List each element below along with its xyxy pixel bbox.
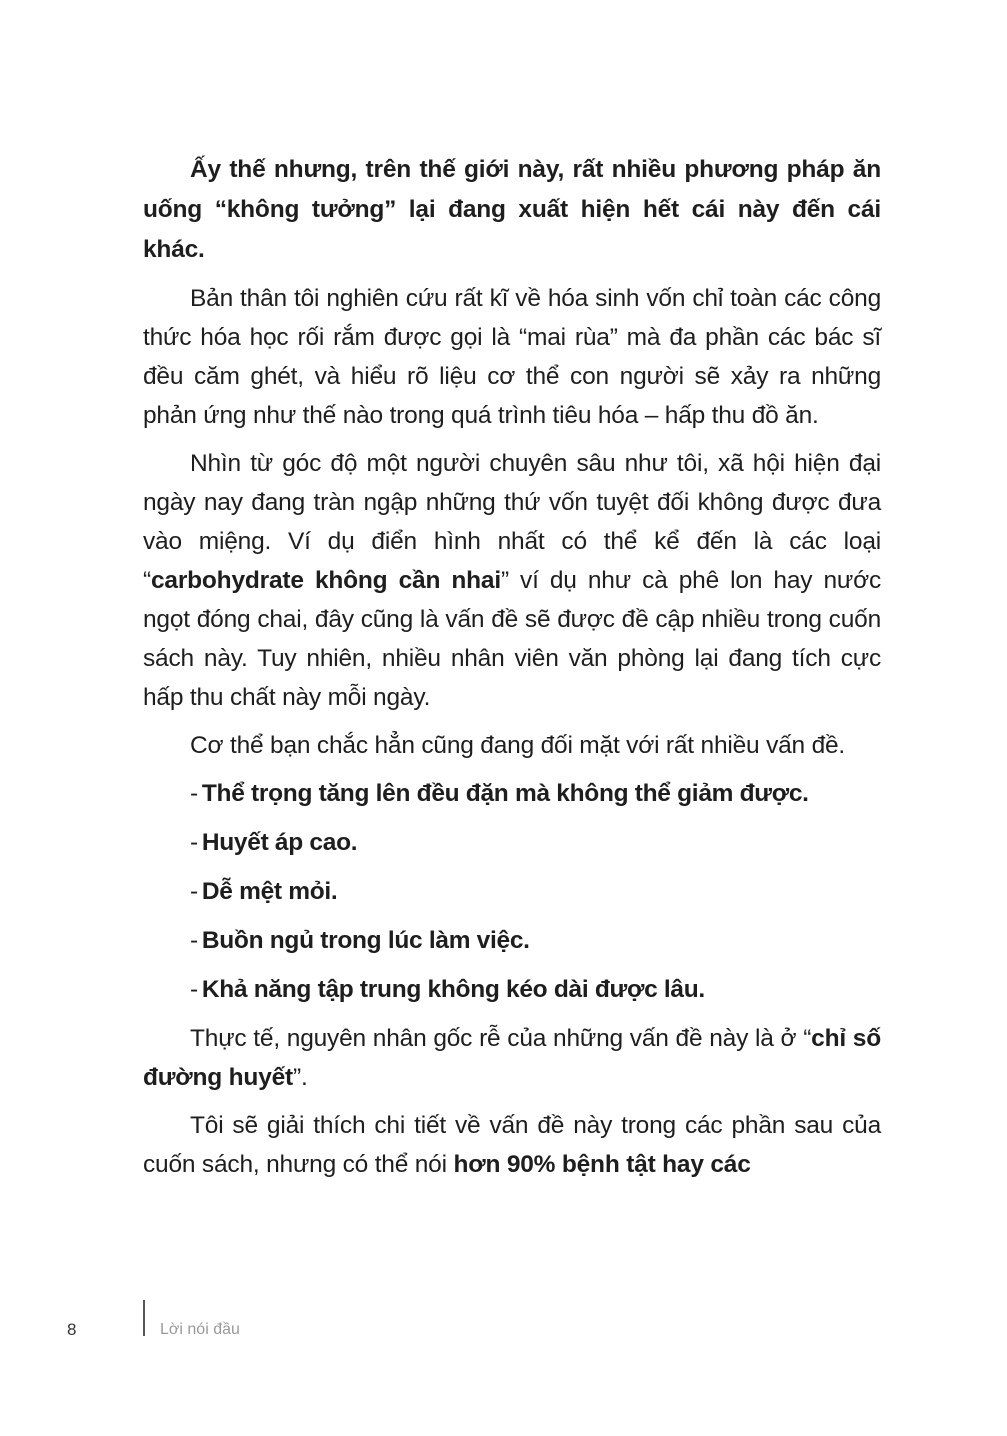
list-dash: - bbox=[190, 878, 198, 905]
list-dash: - bbox=[190, 780, 198, 807]
text-segment: Nhìn từ góc độ một người chuyên sâu như tôi, xã hội hiện đại ngày nay đang tràn ngập những thứ vốn tuyệt đối không được đưa vào miệng. Ví dụ điển hình nhất có thể kể đến là các loại “ bbox=[143, 450, 881, 594]
list-item-text: Khả năng tập trung không kéo dài được lâu. bbox=[201, 976, 705, 1003]
list-dash: - bbox=[190, 927, 198, 954]
text-segment: ” ví dụ như cà phê lon hay nước ngọt đóng chai, đây cũng là vấn đề sẽ được đề cập nhiều trong cuốn sách này. Tuy nhiên, nhiều nhân viên văn phòng lại đang tích cực hấp thu chất này mỗi ngày. bbox=[143, 567, 882, 711]
list-item-text: Thể trọng tăng lên đều đặn mà không thể giảm được. bbox=[201, 780, 809, 807]
text-segment: Thực tế, nguyên nhân gốc rễ của những vấn đề này là ở “ bbox=[190, 1025, 812, 1052]
symptom-list bbox=[143, 774, 881, 1009]
running-footer-chapter-title: Lời nói đầu bbox=[160, 1321, 240, 1338]
paragraph-modern-society bbox=[143, 444, 881, 717]
list-item-text: Dễ mệt mỏi. bbox=[201, 878, 338, 905]
list-item bbox=[190, 774, 881, 813]
paragraph-intro-bold: Ấy thế nhưng, trên thế giới này, rất nhiều phương pháp ăn uống “không tưởng” lại đang xuất hiện hết cái này đến cái khác. bbox=[143, 156, 881, 263]
list-dash: - bbox=[190, 976, 198, 1003]
bold-term-ninety-percent: hơn 90% bệnh tật hay các bbox=[453, 1151, 751, 1178]
page-number: 8 bbox=[67, 1320, 77, 1339]
bold-term-glycemic-index: chỉ số đường huyết bbox=[143, 1025, 881, 1091]
list-dash: - bbox=[190, 829, 198, 856]
list-item bbox=[190, 970, 881, 1009]
list-item-text: Buồn ngủ trong lúc làm việc. bbox=[201, 927, 530, 954]
text-segment: Tôi sẽ giải thích chi tiết về vấn đề này trong các phần sau của cuốn sách, nhưng có thể nói bbox=[143, 1112, 881, 1178]
paragraph-biochemistry: Bản thân tôi nghiên cứu rất kĩ về hóa sinh vốn chỉ toàn các công thức hóa học rối rắm được gọi là “mai rùa” mà đa phần các bác sĩ đều căm ghét, và hiểu rõ liệu cơ thể con người sẽ xảy ra những phản ứng như thế nào trong quá trình tiêu hóa – hấp thu đồ ăn. bbox=[143, 285, 881, 429]
list-item-text: Huyết áp cao. bbox=[201, 829, 358, 856]
list-item bbox=[190, 823, 881, 862]
list-item bbox=[190, 921, 881, 960]
paragraph-root-cause bbox=[143, 1019, 881, 1097]
list-item bbox=[190, 872, 881, 911]
text-segment: ”. bbox=[293, 1064, 308, 1091]
bold-term-carbohydrate: carbohydrate không cần nhai bbox=[150, 567, 501, 594]
paragraph-explanation bbox=[143, 1106, 881, 1184]
page-body bbox=[143, 150, 881, 1184]
footer-divider bbox=[143, 1300, 145, 1336]
paragraph-body-problems: Cơ thể bạn chắc hẳn cũng đang đối mặt với rất nhiều vấn đề. bbox=[190, 732, 846, 759]
